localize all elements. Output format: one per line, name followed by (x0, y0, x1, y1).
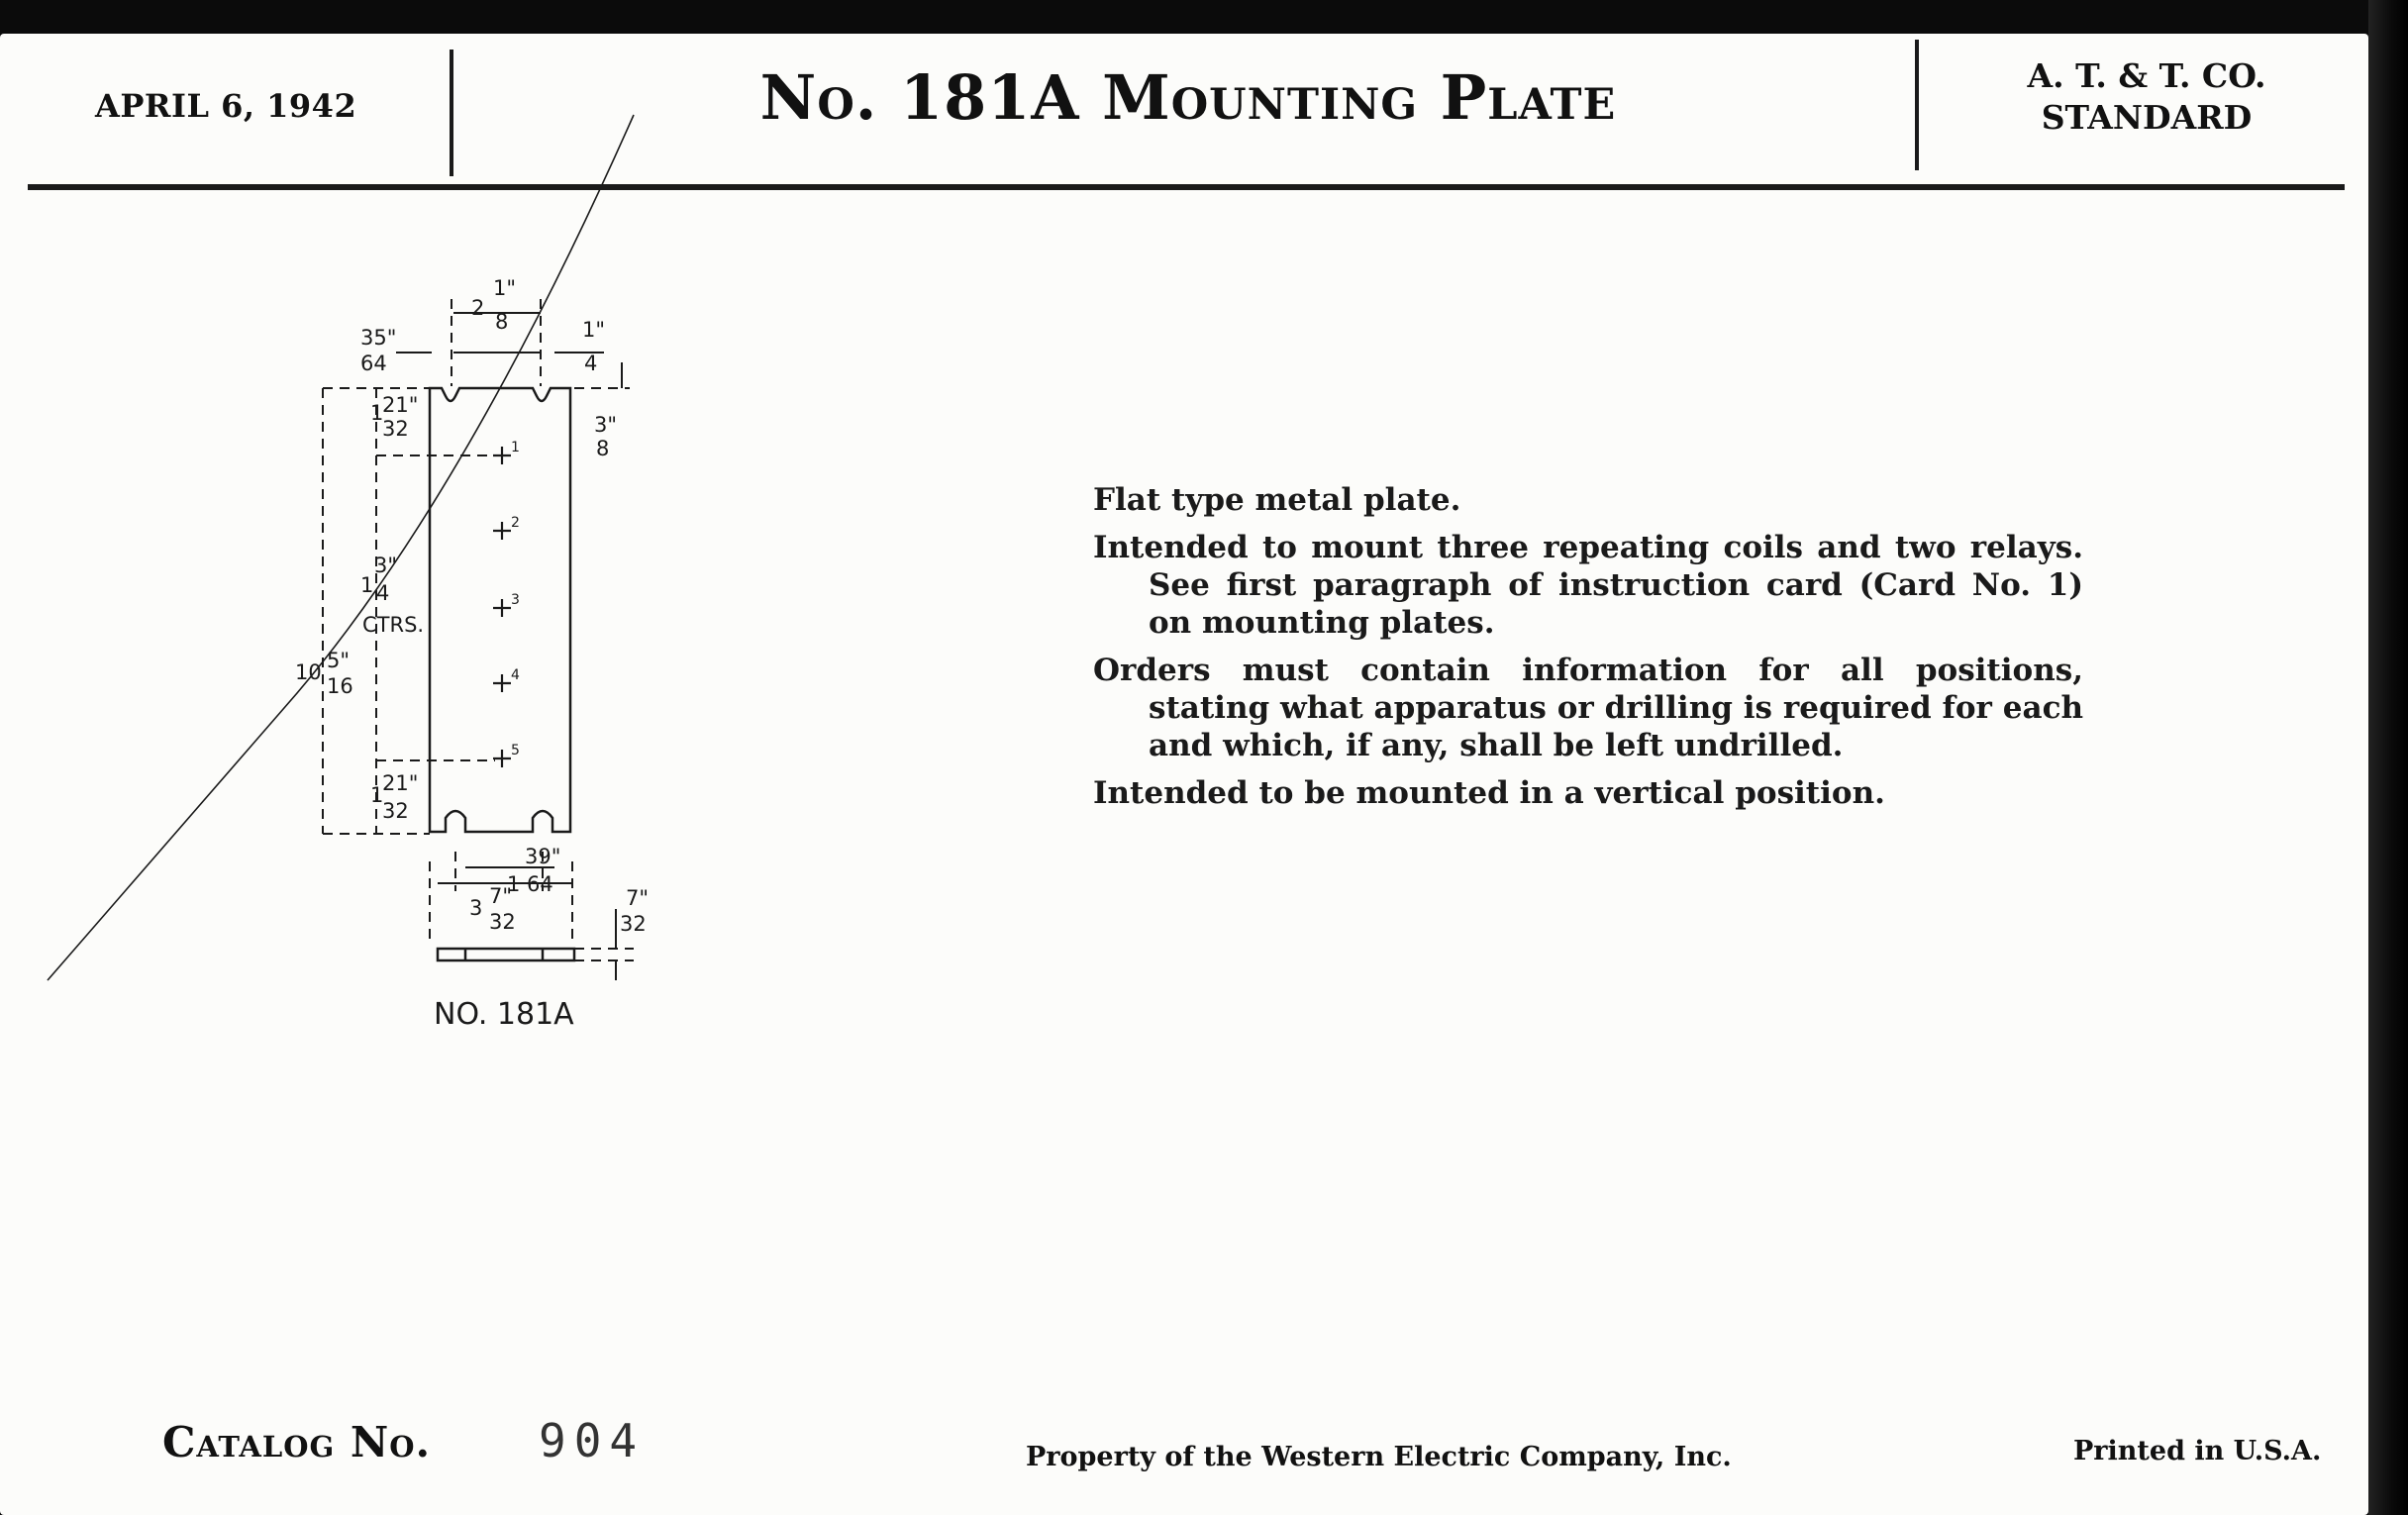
dim-upper-num: 21" (382, 393, 419, 417)
dim-top-num: 1" (493, 276, 517, 300)
dim-slot-num: 3" (594, 413, 618, 437)
dim-right-den: 4 (584, 352, 598, 375)
dim-thick-den: 32 (620, 912, 647, 936)
position-label-5: 5 (511, 743, 520, 758)
plate-end-view (438, 949, 574, 960)
dim-top-whole: 2 (471, 296, 485, 320)
description-line-1: Flat type metal plate. (1093, 482, 1461, 518)
dim-bslot-den: 64 (527, 872, 553, 896)
catalog-label: Catalog No. (162, 1418, 432, 1466)
issue-date: APRIL 6, 1942 (95, 87, 357, 125)
dim-width-num: 7" (489, 884, 513, 908)
dim-height-num: 5" (327, 649, 351, 672)
dim-width-den: 32 (489, 910, 516, 934)
position-label-3: 3 (511, 592, 520, 608)
dim-left-num: 35" (360, 326, 397, 350)
mounting-position-marks (493, 447, 511, 767)
dim-top-den: 8 (495, 310, 509, 334)
dim-upper-whole: 1 (370, 401, 384, 425)
dim-thick-num: 7" (626, 886, 650, 910)
dim-lower-whole: 1 (370, 783, 384, 807)
description-line-4: Intended to be mounted in a vertical position. (1093, 775, 1885, 811)
dim-upper-den: 32 (382, 417, 409, 441)
drawing-caption: NO. 181A (434, 997, 574, 1032)
page-title: No. 181A Mounting Plate (759, 61, 1617, 134)
dim-height-den: 16 (327, 674, 353, 698)
dim-ctrs-num: 3" (374, 554, 398, 577)
standard-line-1: A. T. & T. CO. (2027, 56, 2266, 95)
dim-slot-den: 8 (596, 437, 610, 460)
dim-bslot-num: 39" (525, 845, 561, 868)
printed-notice: Printed in U.S.A. (2073, 1436, 2322, 1466)
dim-right-num: 1" (582, 318, 606, 342)
property-notice: Property of the Western Electric Company, Inc. (1026, 1442, 1732, 1472)
dim-lower-den: 32 (382, 799, 409, 823)
position-label-2: 2 (511, 515, 520, 531)
dim-width-whole: 3 (469, 896, 483, 920)
dim-ctrs-den: 4 (376, 581, 390, 605)
description-line-3: Orders must contain information for all positions, stating what apparatus or drilling is required for each and which, if any, shall be left undrilled. (1093, 653, 2083, 763)
dim-bslot-whole: 1 (507, 872, 521, 896)
description (1093, 481, 2083, 822)
description-line-2: Intended to mount three repeating coils and two relays. See first paragraph of instruction card (Card No. 1) on mounting plates. (1093, 530, 2083, 641)
dim-lower-num: 21" (382, 771, 419, 795)
dim-height-whole: 10 (295, 660, 322, 684)
standard-line-2: STANDARD (2041, 98, 2253, 137)
dim-ctrs-label: CTRS. (362, 613, 425, 637)
catalog-number: 904 (539, 1414, 646, 1467)
dim-left-den: 64 (360, 352, 387, 375)
position-label-1: 1 (511, 440, 520, 455)
dim-ctrs-whole: 1 (360, 573, 374, 597)
position-label-4: 4 (511, 667, 520, 683)
